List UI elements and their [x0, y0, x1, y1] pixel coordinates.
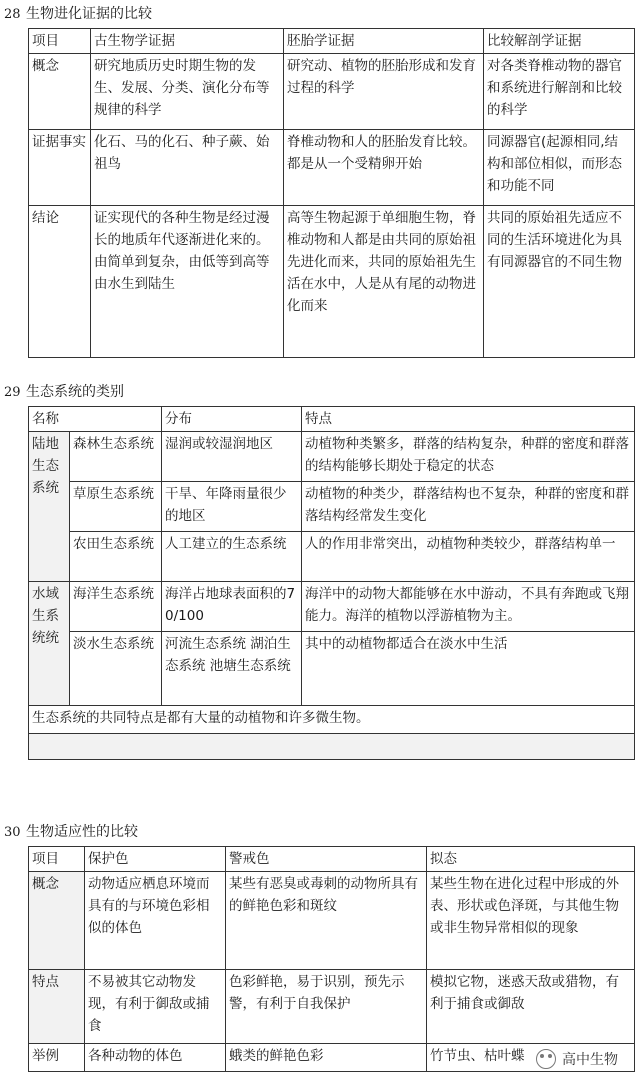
- table-cell: 模拟它物，迷惑天敌或猎物，有利于捕食或御敌: [427, 970, 635, 1044]
- empty-cell: [29, 734, 635, 760]
- section-29-title: [4, 382, 124, 403]
- table-header-row: [29, 29, 635, 54]
- watermark: [534, 1049, 620, 1069]
- section-28-title: [4, 4, 152, 25]
- table-row: [29, 632, 635, 706]
- section-number: 28: [4, 7, 21, 22]
- table-cell: 动物适应栖息环境而具有的与环境色彩相似的体色: [85, 872, 226, 970]
- table-row: [29, 54, 635, 130]
- header-cell: 比较解剖学证据: [484, 29, 635, 54]
- table-cell: 河流生态系统 湖泊生态系统 池塘生态系统: [162, 632, 302, 706]
- header-cell: 保护色: [85, 847, 226, 872]
- table-row: [29, 872, 635, 970]
- table-cell: 海洋占地球表面积的70/100: [162, 582, 302, 632]
- table-cell: 不易被其它动物发现，有利于御敌或捕食: [85, 970, 226, 1044]
- header-cell: 特点: [302, 407, 635, 432]
- table-row: [29, 706, 635, 734]
- table-cell: 湿润或较湿润地区: [162, 432, 302, 482]
- ecosystem-name: 海洋生态系统: [70, 582, 162, 632]
- section-30-title: [4, 822, 138, 843]
- row-label: 举例: [29, 1044, 85, 1072]
- header-cell: 拟态: [427, 847, 635, 872]
- table-cell: 对各类脊椎动物的器官和系统进行解剖和比较的科学: [484, 54, 635, 130]
- ecosystem-name: 淡水生态系统: [70, 632, 162, 706]
- table-cell: 脊椎动物和人的胚胎发育比较。都是从一个受精卵开始: [284, 130, 484, 206]
- table-header-row: [29, 847, 635, 872]
- table-row: [29, 482, 635, 532]
- ecosystem-name: 森林生态系统: [70, 432, 162, 482]
- table-cell: 人的作用非常突出，动植物种类较少，群落结构单一: [302, 532, 635, 582]
- row-label: 概念: [29, 54, 91, 130]
- section-heading: 生态系统的类别: [26, 384, 124, 400]
- table-row: [29, 970, 635, 1044]
- section-heading: 生物进化证据的比较: [26, 6, 152, 22]
- ecosystem-name: 农田生态系统: [70, 532, 162, 582]
- table-cell: 某些生物在进化过程中形成的外表、形状或色泽斑，与其他生物或非生物异常相似的现象: [427, 872, 635, 970]
- table-cell: 海洋中的动物大都能够在水中游动，不具有奔跑或飞翔能力。海洋的植物以浮游植物为主。: [302, 582, 635, 632]
- section-number: 30: [4, 825, 21, 840]
- table-cell: 蛾类的鲜艳色彩: [226, 1044, 427, 1072]
- table-row: [29, 206, 635, 358]
- table-cell: 共同的原始祖先适应不同的生活环境进化为具有同源器官的不同生物: [484, 206, 635, 358]
- wechat-icon: [536, 1049, 556, 1069]
- evolution-evidence-table: [28, 28, 635, 358]
- table-row: [29, 582, 635, 632]
- row-label: 结论: [29, 206, 91, 358]
- ecosystem-types-table: [28, 406, 635, 760]
- table-row: [29, 532, 635, 582]
- adaptation-table: [28, 846, 635, 1072]
- table-cell: 其中的动植物都适合在淡水中生活: [302, 632, 635, 706]
- table-cell: 竹节虫、枯叶蝶: [427, 1044, 635, 1072]
- row-label: 证据事实: [29, 130, 91, 206]
- header-cell: 项目: [29, 29, 91, 54]
- table-header-row: [29, 407, 635, 432]
- land-ecosystem-label: 陆地生态系统: [29, 432, 70, 582]
- header-cell: 古生物学证据: [91, 29, 284, 54]
- ecosystem-name: 草原生态系统: [70, 482, 162, 532]
- table-cell: 人工建立的生态系统: [162, 532, 302, 582]
- header-cell: 分布: [162, 407, 302, 432]
- table-row: [29, 130, 635, 206]
- water-ecosystem-label: 水域生系统统: [29, 582, 70, 706]
- watermark-text: 高中生物: [562, 1052, 618, 1068]
- empty-row: [29, 734, 635, 760]
- table-cell: 干旱、年降雨量很少的地区: [162, 482, 302, 532]
- section-number: 29: [4, 385, 21, 400]
- table-cell: 同源器官(起源相同,结构和部位相似，而形态和功能不同: [484, 130, 635, 206]
- row-label: 特点: [29, 970, 85, 1044]
- row-label: 概念: [29, 872, 85, 970]
- table-cell: 某些有恶臭或毒刺的动物所具有的鲜艳色彩和斑纹: [226, 872, 427, 970]
- common-feature-cell: 生态系统的共同特点是都有大量的动植物和许多微生物。: [29, 706, 635, 734]
- table-cell: 研究动、植物的胚胎形成和发育过程的科学: [284, 54, 484, 130]
- table-cell: 证实现代的各种生物是经过漫长的地质年代逐渐进化来的。由简单到复杂，由低等到高等由水生到陆生: [91, 206, 284, 358]
- table-cell: 高等生物起源于单细胞生物，脊椎动物和人都是由共同的原始祖先进化而来，共同的原始祖先生活在水中，人是从有尾的动物进化而来: [284, 206, 484, 358]
- header-cell: 警戒色: [226, 847, 427, 872]
- section-heading: 生物适应性的比较: [26, 824, 138, 840]
- table-cell: 动植物种类繁多，群落的结构复杂，种群的密度和群落的结构能够长期处于稳定的状态: [302, 432, 635, 482]
- table-row: [29, 432, 635, 482]
- header-cell: 名称: [29, 407, 162, 432]
- table-cell: 研究地质历史时期生物的发生、发展、分类、演化分布等规律的科学: [91, 54, 284, 130]
- header-cell: 胚胎学证据: [284, 29, 484, 54]
- table-cell: 化石、马的化石、种子蕨、始祖鸟: [91, 130, 284, 206]
- header-cell: 项目: [29, 847, 85, 872]
- table-cell: 各种动物的体色: [85, 1044, 226, 1072]
- table-cell: 动植物的种类少，群落结构也不复杂，种群的密度和群落结构经常发生变化: [302, 482, 635, 532]
- table-cell: 色彩鲜艳，易于识别，预先示警，有利于自我保护: [226, 970, 427, 1044]
